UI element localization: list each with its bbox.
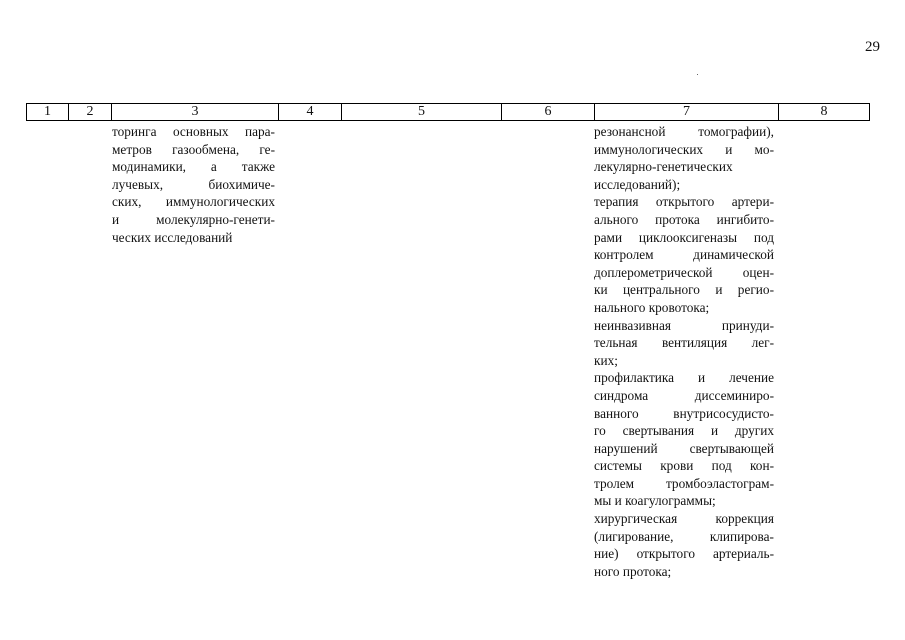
text-line: системы крови под кон- [594, 458, 774, 474]
text-line: ких; [594, 352, 618, 368]
column-7-text [594, 123, 774, 580]
text-line: лекулярно-генетических [594, 159, 733, 175]
column-3-text [112, 123, 275, 246]
header-cell-6: 6 [502, 104, 595, 120]
text-line: ки центрального и регио- [594, 282, 774, 298]
text-line: хирургическая коррекция [594, 511, 774, 527]
text-line: профилактика и лечение [594, 370, 774, 386]
text-line: контролем динамической [594, 247, 774, 263]
text-line: терапия открытого артери- [594, 194, 774, 210]
text-line: мы и коагулограммы; [594, 493, 716, 509]
text-line: и молекулярно-генети- [112, 211, 275, 227]
header-cell-5: 5 [342, 104, 502, 120]
text-line: го свертывания и других [594, 423, 774, 439]
header-cell-8: 8 [820, 104, 828, 119]
text-line: ние) открытого артериаль- [594, 546, 774, 562]
text-line: ских, иммунологических [112, 194, 275, 210]
scan-speck [697, 74, 698, 75]
text-line: тельная вентиляция лег- [594, 335, 774, 351]
text-line: ного протока; [594, 563, 672, 579]
header-cell-4: 4 [279, 104, 342, 120]
text-line: нарушений свертывающей [594, 440, 774, 456]
text-line: торинга основных пара- [112, 124, 275, 139]
text-line: метров газообмена, ге- [112, 141, 275, 157]
header-cell-3: 3 [112, 104, 279, 120]
header-cell-2: 2 [69, 104, 112, 120]
text-line: модинамики, а также [112, 159, 275, 175]
text-line: иммунологических и мо- [594, 141, 774, 157]
header-cell-1: 1 [27, 104, 69, 120]
text-line: ального протока ингибито- [594, 211, 774, 227]
text-line: исследований); [594, 176, 681, 192]
text-line: (лигирование, клипирова- [594, 528, 774, 544]
text-line: лучевых, биохимиче- [112, 176, 275, 192]
text-line: неинвазивная принуди- [594, 317, 774, 333]
text-line: ческих исследований [112, 229, 233, 245]
text-line: синдрома диссеминиро- [594, 387, 774, 403]
text-line: рами циклооксигеназы под [594, 229, 774, 245]
text-line: нального кровотока; [594, 299, 710, 315]
page-number: 29 [865, 39, 880, 55]
text-line: ванного внутрисосудисто- [594, 405, 774, 421]
text-line: тролем тромбоэластограм- [594, 475, 774, 491]
header-cell-7: 7 [595, 104, 779, 120]
text-line: резонансной томографии), [594, 124, 774, 139]
table-header-row [26, 103, 870, 121]
text-line: доплерометрической оцен- [594, 264, 774, 280]
